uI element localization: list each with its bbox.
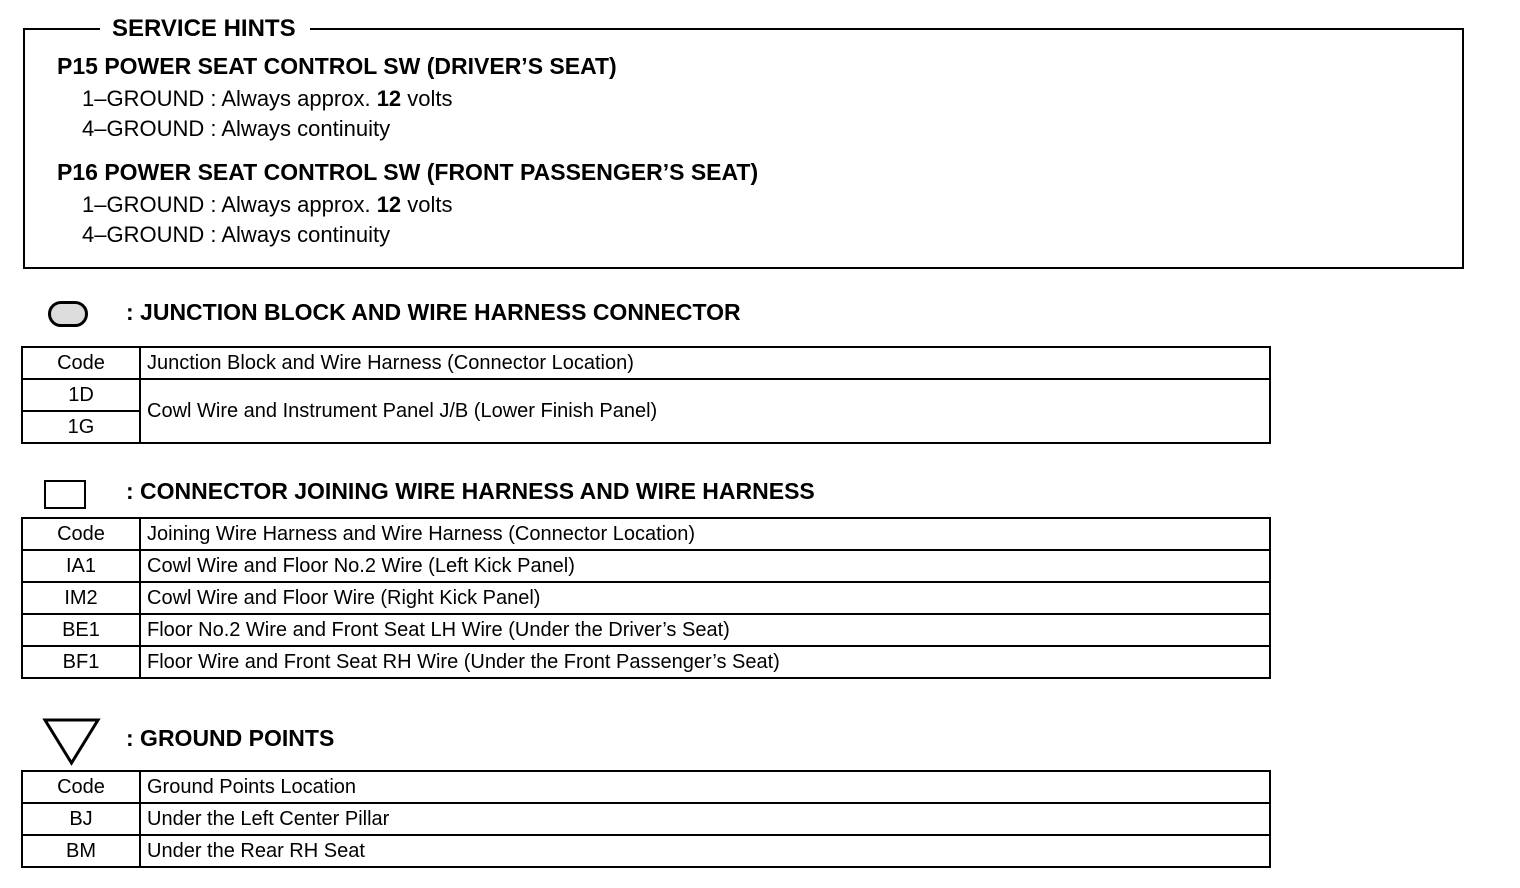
hint-voltage: 12 bbox=[376, 192, 402, 217]
hint-pins: 1–GROUND bbox=[82, 192, 205, 217]
connector-joining-table bbox=[21, 517, 1271, 679]
location-cell: Cowl Wire and Floor Wire (Right Kick Panel) bbox=[140, 582, 1270, 614]
ground-points-legend: : GROUND POINTS bbox=[126, 725, 335, 751]
code-header: Code bbox=[22, 518, 140, 550]
hint-text-after: volts bbox=[407, 192, 453, 217]
hint-pins: 4–GROUND bbox=[82, 116, 205, 141]
code-cell: BM bbox=[22, 835, 140, 867]
location-cell: Under the Left Center Pillar bbox=[140, 803, 1270, 835]
hint-text-before: Always approx. bbox=[221, 86, 371, 111]
p15-section-title: P15 POWER SEAT CONTROL SW (DRIVER’S SEAT) bbox=[57, 53, 617, 79]
location-cell: Cowl Wire and Instrument Panel J/B (Lower Finish Panel) bbox=[140, 379, 1270, 443]
code-cell: 1D bbox=[22, 379, 140, 411]
connector-icon bbox=[44, 480, 86, 509]
table-header-row bbox=[22, 347, 1270, 379]
hint-pins: 4–GROUND bbox=[82, 222, 205, 247]
p15-hint-line-1: 1–GROUND : Always approx. 12 volts bbox=[82, 86, 453, 111]
hint-pins: 1–GROUND bbox=[82, 86, 205, 111]
location-header: Ground Points Location bbox=[140, 771, 1270, 803]
table-row bbox=[22, 550, 1270, 582]
table-row bbox=[22, 379, 1270, 411]
code-header: Code bbox=[22, 771, 140, 803]
p16-section-title: P16 POWER SEAT CONTROL SW (FRONT PASSENGER’S SEAT) bbox=[57, 159, 759, 185]
hint-text-before: Always approx. bbox=[221, 192, 371, 217]
table-row bbox=[22, 582, 1270, 614]
code-cell: IM2 bbox=[22, 582, 140, 614]
table-row bbox=[22, 646, 1270, 678]
code-cell: BF1 bbox=[22, 646, 140, 678]
table-header-row bbox=[22, 771, 1270, 803]
connector-joining-legend: : CONNECTOR JOINING WIRE HARNESS AND WIRE HARNESS bbox=[126, 478, 815, 504]
location-cell: Under the Rear RH Seat bbox=[140, 835, 1270, 867]
hint-text-after: volts bbox=[407, 86, 453, 111]
location-cell: Cowl Wire and Floor No.2 Wire (Left Kick Panel) bbox=[140, 550, 1270, 582]
location-cell: Floor Wire and Front Seat RH Wire (Under the Front Passenger’s Seat) bbox=[140, 646, 1270, 678]
code-cell: BE1 bbox=[22, 614, 140, 646]
location-header: Joining Wire Harness and Wire Harness (Connector Location) bbox=[140, 518, 1270, 550]
ground-triangle-icon bbox=[42, 717, 102, 767]
p15-hint-line-2: 4–GROUND : Always continuity bbox=[82, 116, 391, 141]
code-cell: 1G bbox=[22, 411, 140, 443]
p16-hint-line-1: 1–GROUND : Always approx. 12 volts bbox=[82, 192, 453, 217]
code-cell: BJ bbox=[22, 803, 140, 835]
location-header: Junction Block and Wire Harness (Connector Location) bbox=[140, 347, 1270, 379]
location-cell: Floor No.2 Wire and Front Seat LH Wire (Under the Driver’s Seat) bbox=[140, 614, 1270, 646]
table-row bbox=[22, 803, 1270, 835]
junction-block-legend: : JUNCTION BLOCK AND WIRE HARNESS CONNECTOR bbox=[126, 299, 741, 325]
table-row bbox=[22, 614, 1270, 646]
service-hints-title: SERVICE HINTS bbox=[100, 15, 310, 43]
code-cell: IA1 bbox=[22, 550, 140, 582]
hint-voltage: 12 bbox=[376, 86, 402, 111]
ground-points-table bbox=[21, 770, 1271, 868]
hint-text: Always continuity bbox=[221, 222, 391, 247]
code-header: Code bbox=[22, 347, 140, 379]
junction-block-table bbox=[21, 346, 1271, 444]
table-header-row bbox=[22, 518, 1270, 550]
hint-text: Always continuity bbox=[221, 116, 391, 141]
p16-hint-line-2: 4–GROUND : Always continuity bbox=[82, 222, 391, 247]
table-row bbox=[22, 835, 1270, 867]
junction-block-icon bbox=[48, 301, 88, 327]
